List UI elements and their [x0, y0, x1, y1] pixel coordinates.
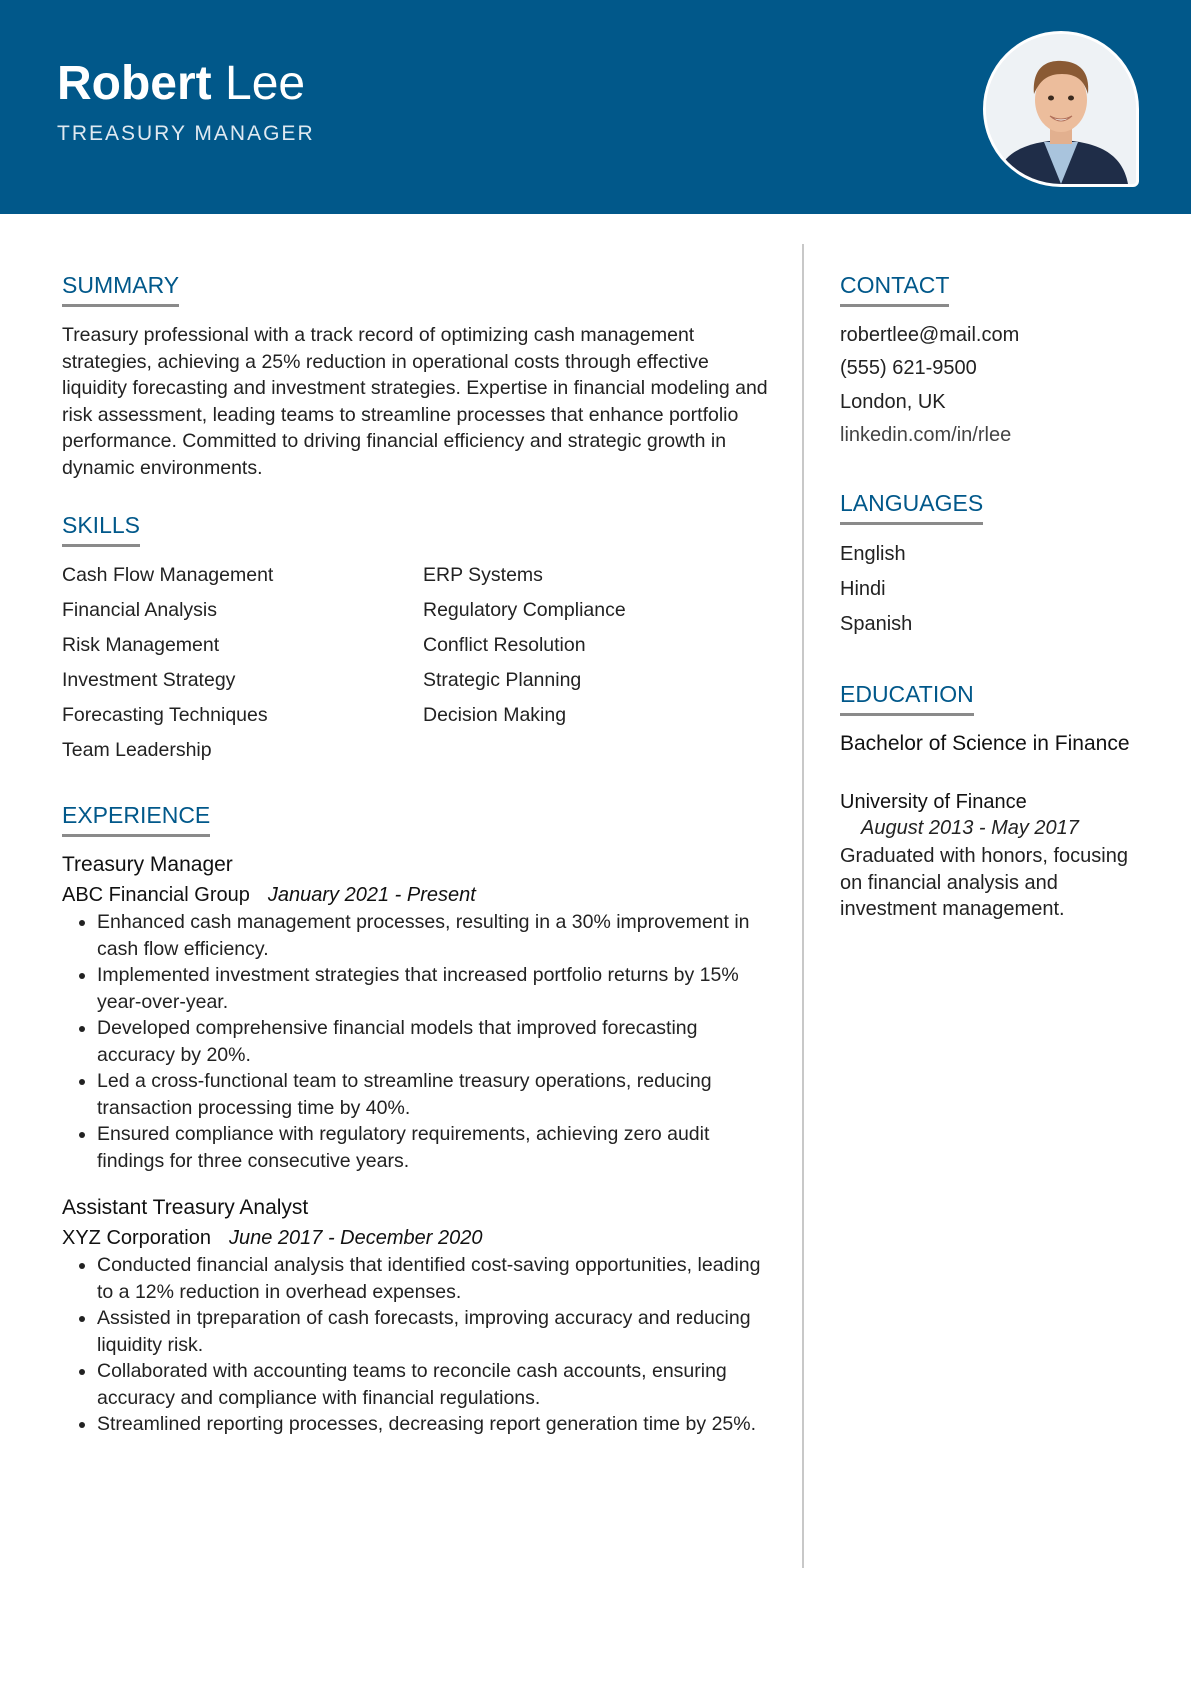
column-divider	[802, 244, 804, 1568]
job-dates: June 2017 - December 2020	[228, 1227, 483, 1249]
contact-email[interactable]: robertlee@mail.com	[840, 324, 1020, 346]
education-degree: Bachelor of Science in Finance	[840, 732, 1130, 755]
skill-item: ERP Systems	[423, 564, 543, 586]
job-dates: January 2021 - Present	[267, 884, 476, 906]
language-item: Spanish	[840, 613, 913, 635]
bullet-item: • Implemented investment strategies that increased portfolio returns by 15% year-over-year.	[97, 962, 772, 1015]
skill-item: Forecasting Techniques	[62, 704, 268, 726]
person-photo-icon	[986, 34, 1136, 184]
last-name: Lee	[225, 57, 306, 110]
skill-item: Conflict Resolution	[423, 634, 586, 656]
job-title: Treasury Manager	[62, 853, 233, 876]
skill-item: Cash Flow Management	[62, 564, 274, 586]
company-name: ABC Financial Group	[62, 884, 250, 906]
summary-heading: SUMMARY	[62, 270, 179, 307]
job-bullets	[62, 909, 772, 1174]
experience-heading: EXPERIENCE	[62, 800, 210, 837]
language-item: English	[840, 543, 906, 565]
education-heading: EDUCATION	[840, 679, 974, 716]
skill-item: Financial Analysis	[62, 599, 217, 621]
skill-item: Risk Management	[62, 634, 220, 656]
job-meta	[62, 882, 476, 908]
candidate-name	[57, 56, 305, 112]
skill-item: Strategic Planning	[423, 669, 582, 691]
resume-header	[0, 0, 1191, 214]
skill-item: Investment Strategy	[62, 669, 236, 691]
first-name: Robert	[57, 57, 212, 110]
skills-heading: SKILLS	[62, 510, 140, 547]
bullet-item: • Collaborated with accounting teams to reconcile cash accounts, ensuring accuracy and compliance with financial regulations.	[97, 1358, 772, 1411]
job-meta	[62, 1225, 482, 1251]
bullet-item: • Streamlined reporting processes, decreasing report generation time by 25%.	[97, 1411, 772, 1438]
contact-heading: CONTACT	[840, 270, 949, 307]
job-bullets	[62, 1252, 772, 1438]
education-school: University of Finance	[840, 791, 1027, 813]
education-description: Graduated with honors, focusing on financial analysis and investment management.	[840, 845, 1128, 920]
bullet-item: • Ensured compliance with regulatory requirements, achieving zero audit findings for three consecutive years.	[97, 1121, 772, 1174]
contact-location: London, UK	[840, 391, 946, 413]
education-dates: August 2013 - May 2017	[861, 817, 1079, 839]
languages-heading: LANGUAGES	[840, 488, 983, 525]
job-title: Assistant Treasury Analyst	[62, 1196, 309, 1219]
contact-phone[interactable]: (555) 621-9500	[840, 357, 977, 379]
skill-item: Regulatory Compliance	[423, 599, 626, 621]
language-item: Hindi	[840, 578, 886, 600]
skill-item: Team Leadership	[62, 739, 212, 761]
bullet-item: • Assisted in tpreparation of cash forecasts, improving accuracy and reducing liquidity risk.	[97, 1305, 772, 1358]
summary-text: Treasury professional with a track record of optimizing cash management strategies, achieving a 25% reduction in operational costs through effective liquidity forecasting and investment strategies. Expertise in financial modeling and risk assessment, leading teams to streamline processes that enhance portfolio performance. Committed to driving financial efficiency and strategic growth in dynamic environments.	[62, 324, 768, 479]
bullet-item: • Led a cross-functional team to streamline treasury operations, reducing transaction processing time by 40%.	[97, 1068, 772, 1121]
company-name: XYZ Corporation	[62, 1227, 211, 1249]
job-title-headline: TREASURY MANAGER	[57, 122, 315, 145]
bullet-item: • Conducted financial analysis that identified cost-saving opportunities, leading to a 12% reduction in overhead expenses.	[97, 1252, 772, 1305]
profile-photo	[983, 31, 1139, 187]
bullet-item: • Developed comprehensive financial models that improved forecasting accuracy by 20%.	[97, 1015, 772, 1068]
skill-item: Decision Making	[423, 704, 567, 726]
bullet-item: • Enhanced cash management processes, resulting in a 30% improvement in cash flow efficiency.	[97, 909, 772, 962]
contact-linkedin-link[interactable]: linkedin.com/in/rlee	[840, 424, 1012, 446]
